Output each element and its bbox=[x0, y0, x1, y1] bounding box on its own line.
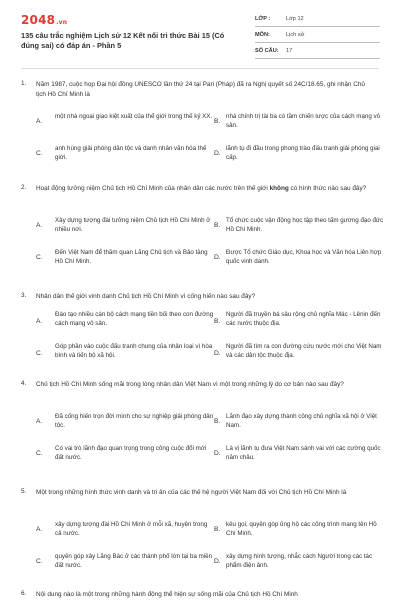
option-letter[interactable]: A. bbox=[36, 526, 43, 533]
option-letter[interactable]: D. bbox=[214, 254, 221, 261]
option-letter[interactable]: A. bbox=[36, 222, 43, 229]
meta-value: Lịch sử bbox=[286, 31, 305, 38]
option-letter[interactable]: C. bbox=[36, 450, 43, 457]
meta-value: Lớp 12 bbox=[286, 15, 304, 22]
meta-subject bbox=[255, 27, 380, 43]
meta-info bbox=[255, 11, 380, 59]
meta-label: MÔN: bbox=[255, 31, 270, 38]
page-title: 135 câu trắc nghiệm Lịch sử 12 Kết nối tri thức Bài 15 (Có đúng sai) có đáp án - Phần 5 bbox=[21, 31, 225, 50]
option-letter[interactable]: B. bbox=[214, 418, 221, 425]
meta-label: LỚP : bbox=[255, 15, 271, 22]
question-text: Một trong những hình thức vinh danh và tri ân của các thế hệ người Việt Nam đối với Chủ tịch Hồ Chí Minh là bbox=[36, 489, 347, 496]
option-text[interactable]: kêu gọi, quyên góp ủng hộ các công trình mang tên Hồ Chí Minh. bbox=[226, 521, 377, 538]
option-text[interactable]: Góp phần vào cuộc đấu tranh chung của nhân loại vì hòa bình và tiến bộ xã hội. bbox=[55, 343, 213, 360]
option-letter[interactable]: C. bbox=[36, 150, 43, 157]
option-text[interactable]: Xây dựng tượng đài tưởng niệm Chủ tịch Hồ Chí Minh ở nhiều nơi. bbox=[55, 217, 211, 234]
question-text: Chủ tịch Hồ Chí Minh sống mãi trong lòng nhân dân Việt Nam vì một trong những lý do cơ bản nào sau đây? bbox=[36, 381, 344, 388]
option-text[interactable]: anh hùng giải phóng dân tộc và danh nhân văn hóa thế giới. bbox=[55, 145, 207, 162]
option-text[interactable]: Được Tổ chức Giáo dục, Khoa học và Văn hóa Liên hợp quốc vinh danh. bbox=[226, 249, 382, 266]
meta-question-count bbox=[255, 43, 380, 59]
option-text[interactable]: lãnh tụ đi đầu trong phong trào đấu tranh giải phóng giai cấp. bbox=[226, 145, 380, 162]
option-letter[interactable]: B. bbox=[214, 318, 221, 325]
option-letter[interactable]: C. bbox=[36, 350, 43, 357]
option-text[interactable]: Đã cống hiến trọn đời mình cho sự nghiệp giải phóng dân tộc. bbox=[55, 413, 214, 430]
option-text[interactable]: xây dựng hình tượng, nhắc cách Người trong các tác phẩm điện ảnh. bbox=[226, 553, 373, 570]
option-letter[interactable]: C. bbox=[36, 558, 43, 565]
question-number: 4. bbox=[21, 380, 27, 387]
question-number: 2. bbox=[21, 184, 27, 191]
option-text[interactable]: nhà chính trị tài ba có tầm chiến lược của cách mạng vô sản. bbox=[226, 113, 381, 130]
option-letter[interactable]: D. bbox=[214, 350, 221, 357]
option-text[interactable]: quyên góp xây Lăng Bác ở các thành phố lớn tại ba miền đất nước. bbox=[55, 553, 213, 570]
option-text[interactable]: Tổ chức cuộc vận động học tập theo tấm gương đạo đức Hồ Chí Minh. bbox=[226, 217, 384, 234]
option-letter[interactable]: A. bbox=[36, 318, 43, 325]
option-letter[interactable]: D. bbox=[214, 150, 221, 157]
option-letter[interactable]: A. bbox=[36, 418, 43, 425]
meta-grade bbox=[255, 11, 380, 27]
option-letter[interactable]: B. bbox=[214, 526, 221, 533]
question-number: 1. bbox=[21, 80, 27, 87]
option-letter[interactable]: D. bbox=[214, 558, 221, 565]
option-letter[interactable]: A. bbox=[36, 118, 43, 125]
option-letter[interactable]: C. bbox=[36, 254, 43, 261]
option-text[interactable]: Có vai trò lãnh đạo quan trọng trong công cuộc đổi mới đất nước. bbox=[55, 445, 207, 462]
meta-value: 17 bbox=[286, 47, 293, 54]
option-text[interactable]: Người đã tìm ra con đường cứu nước mới cho Việt Nam và các dân tộc thuộc địa. bbox=[226, 343, 382, 360]
header bbox=[0, 0, 400, 68]
option-text[interactable]: Đào tạo nhiều cán bộ cách mạng tiền bối theo con đường cách mạng vô sản. bbox=[55, 311, 214, 328]
option-text[interactable]: Là vị lãnh tụ đưa Việt Nam sánh vai với các cường quốc năm châu. bbox=[226, 445, 381, 462]
header-divider bbox=[21, 68, 379, 69]
option-text[interactable]: một nhà ngoại giao kiệt xuất của thế giới trong thế kỷ XX. bbox=[55, 113, 213, 120]
question-text: Hoạt động tưởng niệm Chủ tịch Hồ Chí Minh của nhân dân các nước trên thế giới không có hình thức nào sau đây? bbox=[36, 185, 367, 192]
option-text[interactable]: Đến Việt Nam để thăm quan Lăng Chủ tịch và Bảo tàng Hồ Chí Minh. bbox=[55, 249, 208, 266]
question-text: Năm 1987, cuộc họp Đại hội đồng UNESCO lần thứ 24 tại Pari (Pháp) đã ra Nghị quyết số 24C/18.65, ghi nhận Chủ tịch Hồ Chí Minh là bbox=[36, 81, 365, 98]
question-text: Nội dung nào là một trong những hành động thể hiện sự sống mãi của Chủ tịch Hồ Chí Minh bbox=[36, 591, 298, 598]
site-logo[interactable]: 2048.vn bbox=[21, 13, 68, 27]
question-number: 5. bbox=[21, 488, 27, 495]
question-number: 3. bbox=[21, 292, 27, 299]
option-text[interactable]: Người đã truyền bá sâu rộng chủ nghĩa Mác - Lênin đến các nước thuộc địa. bbox=[226, 311, 381, 328]
option-text[interactable]: Lãnh đạo xây dựng thành công chủ nghĩa xã hội ở Việt Nam. bbox=[226, 413, 377, 430]
question-text: Nhân dân thế giới vinh danh Chủ tịch Hồ Chí Minh vì cống hiến nào sau đây? bbox=[36, 293, 256, 300]
option-text[interactable]: xây dựng tượng đài Hồ Chí Minh ở mỗi xã, huyện trong cả nước. bbox=[55, 521, 208, 538]
option-letter[interactable]: B. bbox=[214, 118, 221, 125]
option-letter[interactable]: D. bbox=[214, 450, 221, 457]
emphasis-text: không bbox=[269, 185, 289, 192]
option-letter[interactable]: B. bbox=[214, 222, 221, 229]
meta-label: SỐ CÂU: bbox=[255, 47, 279, 54]
question-number: 6. bbox=[21, 590, 27, 597]
